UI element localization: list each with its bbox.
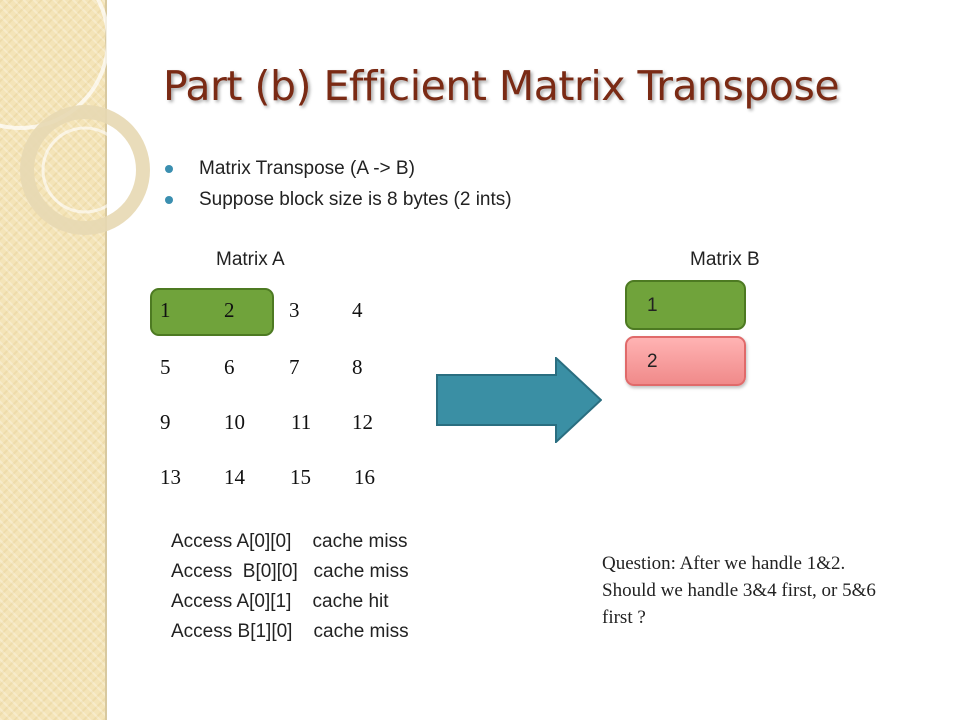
access-log-line: Access B[1][0] cache miss [171,621,409,642]
matrix-a-cell: 14 [224,465,245,489]
matrix-a-label: Matrix A [216,249,285,270]
access-log-line: Access A[0][0] cache miss [171,531,408,552]
matrix-a-cell: 4 [352,298,363,322]
matrix-a-cell: 1 [160,298,171,322]
matrix-b-cell: 1 [625,280,746,330]
bullet-item: Suppose block size is 8 bytes (2 ints) [165,184,512,215]
matrix-a-cell: 13 [160,465,181,489]
matrix-b-cell: 2 [625,336,746,386]
matrix-a-cell: 5 [160,355,171,379]
matrix-b-label: Matrix B [690,249,760,270]
matrix-a-cell: 10 [224,410,245,434]
matrix-a-cell: 12 [352,410,373,434]
bullet-list [165,153,512,215]
right-arrow-icon [436,357,602,443]
matrix-a-cell: 6 [224,355,235,379]
access-log-line: Access A[0][1] cache hit [171,591,389,612]
slide-title: Part (b) Efficient Matrix Transpose [163,62,840,110]
decorative-circles [0,0,150,260]
matrix-a-cell: 15 [290,465,311,489]
matrix-a-cell: 11 [291,410,312,434]
question-text: Question: After we handle 1&2. Should we handle 3&4 first, or 5&6 first ? [602,553,876,628]
matrix-a-cell: 7 [289,355,300,379]
matrix-a-cell: 8 [352,355,363,379]
access-log-line: Access B[0][0] cache miss [171,561,409,582]
access-log [171,527,409,647]
matrix-a-cell: 3 [289,298,300,322]
matrix-a-cell: 16 [354,465,375,489]
matrix-a-cell: 2 [224,298,235,322]
bullet-item: Matrix Transpose (A -> B) [165,153,512,184]
matrix-a-cell: 9 [160,410,171,434]
